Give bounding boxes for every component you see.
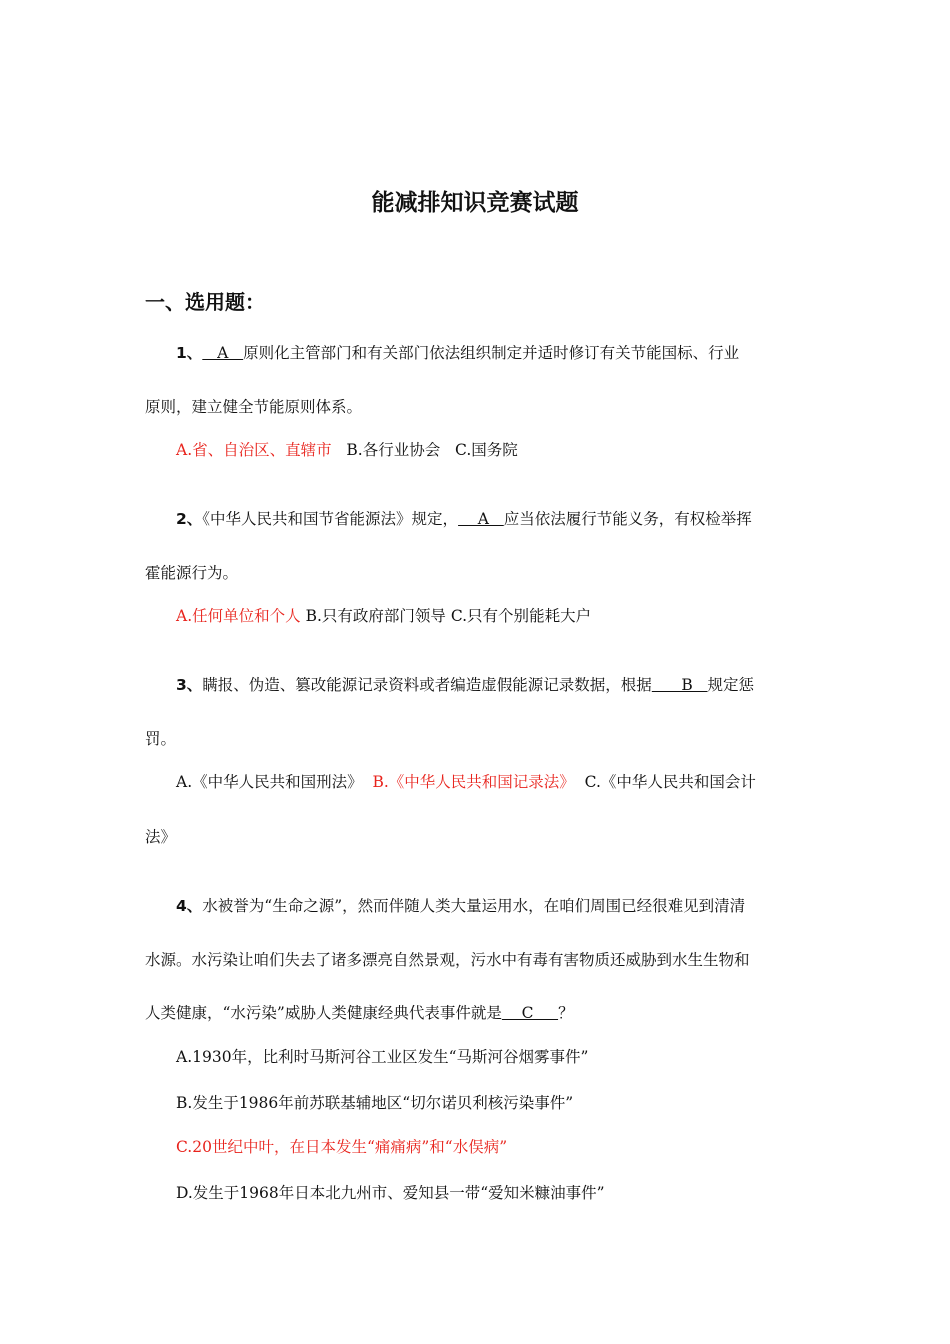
question-3-options xyxy=(176,771,756,793)
question-2-option-c: C.只有个别能耗大户 xyxy=(450,607,592,625)
question-1-option-a: A.省、自治区、直辖市 xyxy=(176,441,332,459)
question-3-answer-blank: B xyxy=(651,676,708,694)
question-3-text-pre: 瞒报、伪造、篡改能源记录资料或者编造虚假能源记录数据，根据 xyxy=(202,676,652,694)
question-4-text: 水被誉为“生命之源”，然而伴随人类大量运用水，在咱们周围已经很难见到清清 xyxy=(202,897,746,915)
question-4-line-2: 水源。水污染让咱们失去了诸多漂亮自然景观，污水中有毒有害物质还威胁到水生生物和 xyxy=(145,951,750,969)
question-3-text: 规定惩 xyxy=(707,676,755,694)
question-2-option-b: B.只有政府部门领导 xyxy=(305,607,446,625)
question-4-line-3 xyxy=(145,1002,574,1024)
question-2-line-1 xyxy=(176,508,752,530)
question-4-option-d: D.发生于1968年日本北九州市、爱知县一带“爱知米糠油事件” xyxy=(176,1184,605,1202)
question-4-number: 4、 xyxy=(176,897,203,915)
question-1-options xyxy=(176,439,518,461)
question-3-option-c-continued: 法》 xyxy=(145,828,177,846)
question-2-line-2: 霍能源行为。 xyxy=(145,564,239,582)
question-4-option-b: B.发生于1986年前苏联基辅地区“切尔诺贝利核污染事件” xyxy=(176,1094,574,1112)
question-3-option-a: A.《中华人民共和国刑法》 xyxy=(176,773,363,791)
question-3-number: 3、 xyxy=(176,676,203,694)
question-2-options xyxy=(176,605,591,627)
question-4-answer-blank: C xyxy=(501,1004,559,1022)
question-2-text: 应当依法履行节能义务，有权检举挥 xyxy=(503,510,752,528)
question-3-line-1 xyxy=(176,674,754,696)
question-1-line-2: 原则，建立健全节能原则体系。 xyxy=(145,398,363,416)
question-4-text-3: 人类健康，“水污染”威胁人类健康经典代表事件就是 xyxy=(145,1004,502,1022)
question-4-line-1 xyxy=(176,895,745,917)
question-2-answer-blank: A xyxy=(458,510,504,528)
question-2-text-pre: 《中华人民共和国节省能源法》规定， xyxy=(202,510,459,528)
question-1-number: 1、 xyxy=(176,344,203,362)
question-2-option-a: A.任何单位和个人 xyxy=(176,607,301,625)
question-4-text-end: ？ xyxy=(558,1004,574,1022)
question-1-line-1 xyxy=(176,342,739,364)
section-heading: 一、选用题： xyxy=(145,290,265,314)
question-4-option-c: C.20世纪中叶，在日本发生“痛痛病”和“水俣病” xyxy=(176,1138,508,1156)
question-1-option-c: C.国务院 xyxy=(455,441,518,459)
question-1-answer-blank: A xyxy=(202,344,244,362)
question-3-option-c: C.《中华人民共和国会计 xyxy=(584,773,756,791)
document-title: 能减排知识竞赛试题 xyxy=(371,190,579,216)
question-3-option-b: B.《中华人民共和国记录法》 xyxy=(372,773,575,791)
question-3-line-2: 罚。 xyxy=(145,730,177,748)
question-2-number: 2、 xyxy=(176,510,203,528)
question-1-text: 原则化主管部门和有关部门依法组织制定并适时修订有关节能国标、行业 xyxy=(243,344,740,362)
question-4-option-a: A.1930年，比利时马斯河谷工业区发生“马斯河谷烟雾事件” xyxy=(176,1048,589,1066)
question-1-option-b: B.各行业协会 xyxy=(346,441,441,459)
